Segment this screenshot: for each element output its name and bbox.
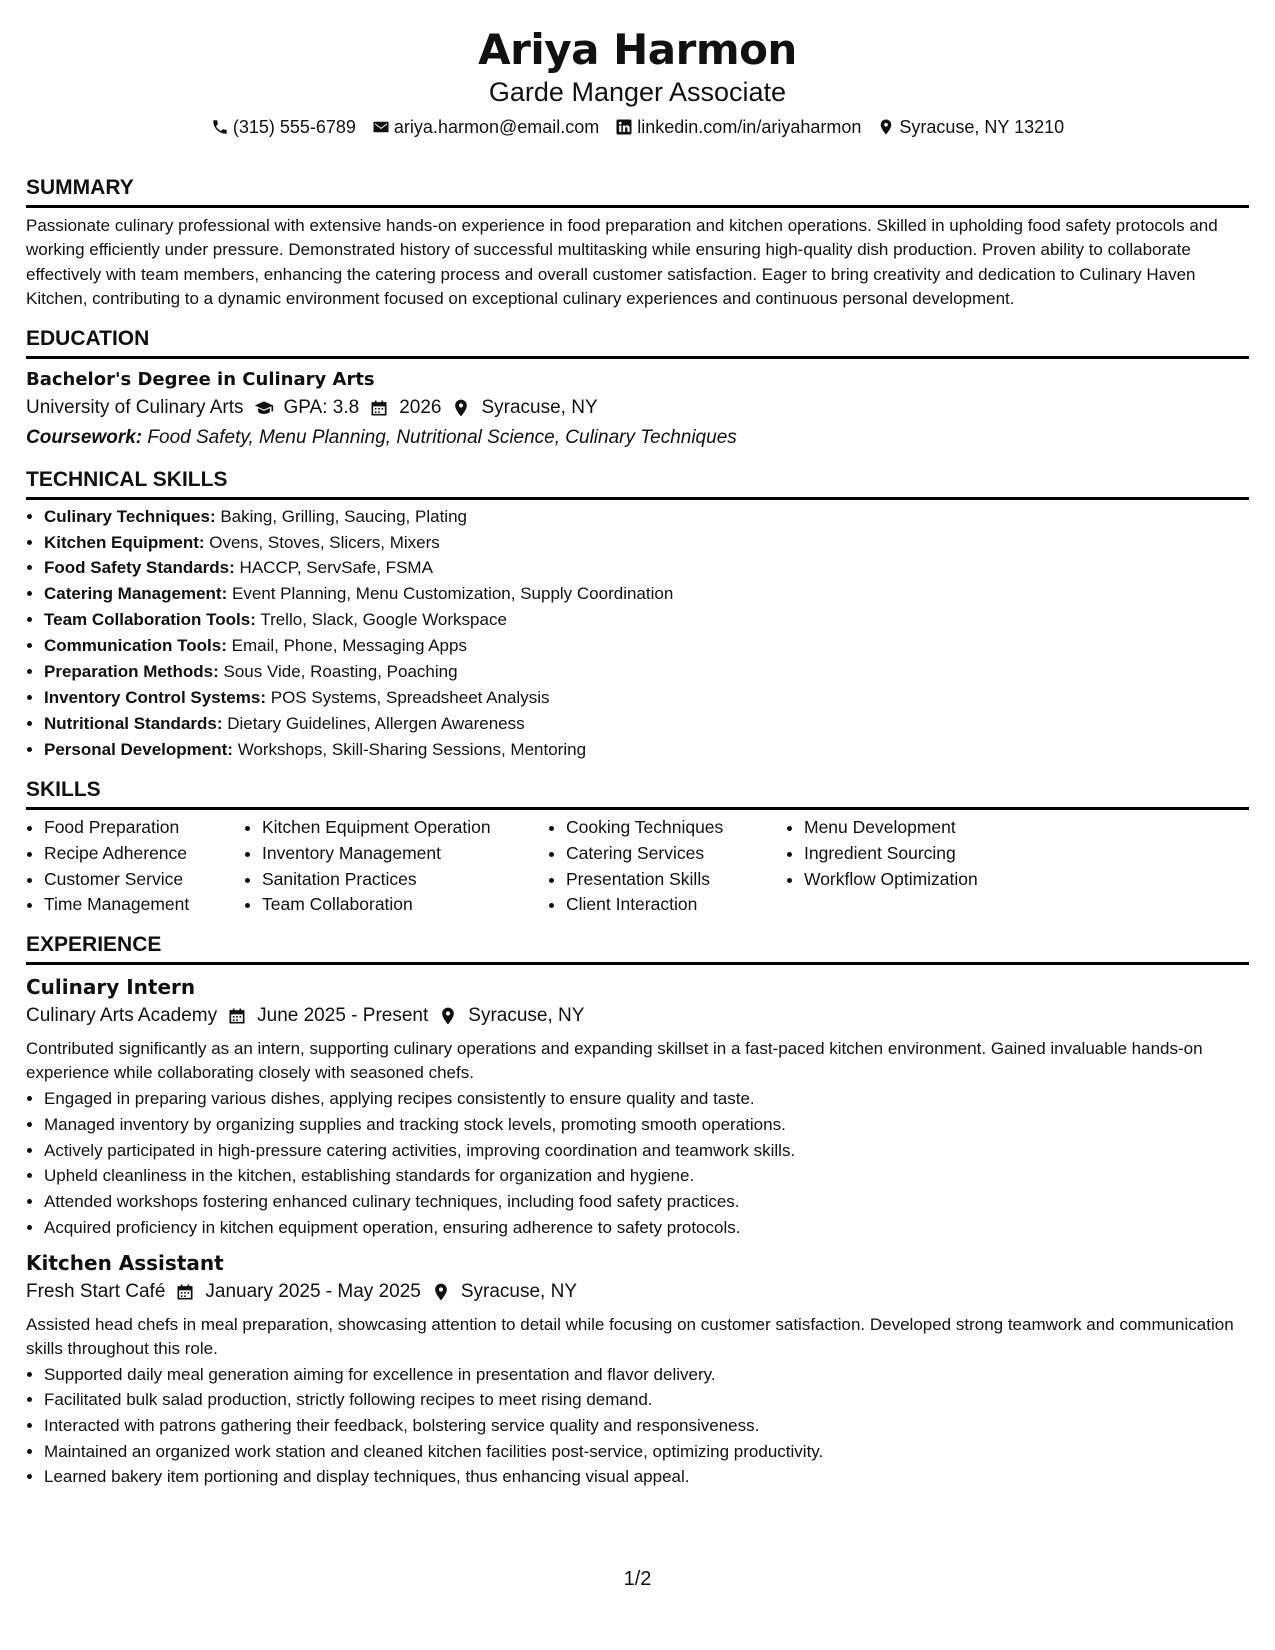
email-link[interactable]: ariya.harmon@email.com bbox=[393, 117, 600, 137]
list-item: • Recipe Adherence bbox=[44, 841, 244, 867]
list-item: • Ingredient Sourcing bbox=[804, 841, 1064, 867]
map-pin-icon bbox=[438, 1006, 458, 1026]
candidate-name: Ariya Harmon bbox=[478, 25, 797, 74]
job-location: Syracuse, NY bbox=[460, 1280, 578, 1302]
skill-value: Ovens, Stoves, Slicers, Mixers bbox=[209, 532, 440, 552]
skill-label: Inventory Control Systems: bbox=[44, 687, 266, 707]
list-item bbox=[44, 633, 1249, 659]
list-item: • Catering Services bbox=[566, 841, 786, 867]
contact-email[interactable] bbox=[372, 115, 599, 139]
list-item: • Presentation Skills bbox=[566, 867, 786, 893]
list-item: • Engaged in preparing various dishes, applying recipes consistently to ensure quality and taste. bbox=[44, 1086, 1249, 1112]
technical-skills-heading: TECHNICAL SKILLS bbox=[26, 467, 1249, 500]
contact-location bbox=[877, 115, 1064, 139]
list-item bbox=[44, 659, 1249, 685]
list-item bbox=[44, 685, 1249, 711]
job-dates: January 2025 - May 2025 bbox=[205, 1280, 421, 1302]
list-item: • Inventory Management bbox=[262, 841, 548, 867]
list-item: • Menu Development bbox=[804, 815, 1064, 841]
list-item: • Workflow Optimization bbox=[804, 867, 1064, 893]
job-dates: June 2025 - Present bbox=[257, 1005, 429, 1027]
skill-label: Food Safety Standards: bbox=[44, 558, 235, 578]
skills-column-1 bbox=[26, 815, 244, 919]
job-bullets bbox=[26, 1362, 1249, 1491]
list-item: • Interacted with patrons gathering their feedback, bolstering service quality and responsiveness. bbox=[44, 1413, 1249, 1439]
calendar-icon bbox=[175, 1282, 195, 1302]
list-item bbox=[44, 581, 1249, 607]
technical-skills-section bbox=[26, 467, 1249, 763]
list-item: • Acquired proficiency in kitchen equipment operation, ensuring adherence to safety protocols. bbox=[44, 1215, 1249, 1241]
phone-icon bbox=[211, 118, 229, 136]
graduation-year: 2026 bbox=[399, 396, 442, 418]
list-item: • Supported daily meal generation aiming for excellence in presentation and flavor delivery. bbox=[44, 1362, 1249, 1388]
school-name: University of Culinary Arts bbox=[26, 396, 244, 418]
education-location: Syracuse, NY bbox=[481, 396, 598, 418]
skill-value: Trello, Slack, Google Workspace bbox=[260, 610, 507, 630]
skill-value: Workshops, Skill-Sharing Sessions, Mentoring bbox=[237, 739, 587, 759]
list-item bbox=[44, 555, 1249, 581]
skill-value: Baking, Grilling, Saucing, Plating bbox=[220, 506, 467, 526]
degree-title: Bachelor's Degree in Culinary Arts bbox=[26, 368, 375, 390]
list-item: • Facilitated bulk salad production, strictly following recipes to meet rising demand. bbox=[44, 1387, 1249, 1413]
linkedin-icon bbox=[615, 118, 633, 136]
skills-column-2 bbox=[244, 815, 548, 919]
resume-header bbox=[26, 24, 1249, 139]
graduation-cap-icon bbox=[254, 398, 274, 418]
list-item: • Team Collaboration bbox=[262, 892, 548, 918]
skill-label: Preparation Methods: bbox=[44, 662, 219, 682]
skills-grid bbox=[26, 815, 1249, 919]
linkedin-link[interactable]: linkedin.com/in/ariyaharmon bbox=[637, 117, 862, 137]
skill-value: Sous Vide, Roasting, Poaching bbox=[223, 662, 458, 682]
list-item: • Learned bakery item portioning and display techniques, thus enhancing visual appeal. bbox=[44, 1464, 1249, 1490]
list-item: • Food Preparation bbox=[44, 815, 244, 841]
list-item bbox=[44, 711, 1249, 737]
envelope-icon bbox=[372, 118, 390, 136]
summary-section bbox=[26, 175, 1249, 312]
contact-line bbox=[26, 115, 1249, 139]
coursework-line bbox=[26, 423, 1249, 453]
job-meta bbox=[26, 1001, 1249, 1031]
list-item: • Cooking Techniques bbox=[566, 815, 786, 841]
calendar-icon bbox=[227, 1006, 247, 1026]
skill-label: Culinary Techniques: bbox=[44, 506, 216, 526]
list-item: • Kitchen Equipment Operation bbox=[262, 815, 548, 841]
location-text: Syracuse, NY 13210 bbox=[899, 117, 1065, 137]
job-meta bbox=[26, 1277, 1249, 1307]
skill-value: HACCP, ServSafe, FSMA bbox=[239, 558, 433, 578]
company-name: Fresh Start Café bbox=[26, 1280, 166, 1302]
list-item bbox=[44, 504, 1249, 530]
job-entry bbox=[26, 1249, 1249, 1491]
company-name: Culinary Arts Academy bbox=[26, 1005, 218, 1027]
skill-value: Email, Phone, Messaging Apps bbox=[231, 636, 467, 656]
summary-heading: SUMMARY bbox=[26, 175, 1249, 208]
skills-column-4 bbox=[786, 815, 1064, 919]
candidate-title: Garde Manger Associate bbox=[488, 77, 787, 107]
education-section bbox=[26, 326, 1249, 453]
list-item bbox=[44, 607, 1249, 633]
page-indicator: 1/2 bbox=[623, 1568, 652, 1590]
job-location: Syracuse, NY bbox=[468, 1005, 585, 1027]
phone-text: (315) 555-6789 bbox=[232, 117, 356, 137]
skills-column-3 bbox=[548, 815, 786, 919]
technical-skills-list bbox=[26, 504, 1249, 763]
job-bullets bbox=[26, 1086, 1249, 1240]
list-item: • Maintained an organized work station and cleaned kitchen facilities post-service, optimizing productivity. bbox=[44, 1439, 1249, 1465]
calendar-icon bbox=[369, 398, 389, 418]
skills-heading: SKILLS bbox=[26, 777, 1249, 810]
skills-section bbox=[26, 777, 1249, 919]
skill-label: Catering Management: bbox=[44, 584, 228, 604]
map-pin-icon bbox=[451, 398, 471, 418]
coursework-list: Food Safety, Menu Planning, Nutritional Science, Culinary Techniques bbox=[147, 426, 737, 448]
list-item: • Managed inventory by organizing supplies and tracking stock levels, promoting smooth operations. bbox=[44, 1112, 1249, 1138]
contact-linkedin[interactable] bbox=[615, 115, 861, 139]
skill-value: Event Planning, Menu Customization, Supply Coordination bbox=[231, 584, 674, 604]
resume-page bbox=[26, 0, 1249, 1490]
experience-heading: EXPERIENCE bbox=[26, 932, 1249, 965]
job-title: Kitchen Assistant bbox=[26, 1250, 224, 1275]
education-meta bbox=[26, 393, 1249, 423]
job-description: Contributed significantly as an intern, supporting culinary operations and expanding skillset in a fast-paced kitchen environment. Gained invaluable hands-on experience while collaborating closely with seasoned chefs. bbox=[26, 1039, 1203, 1083]
skill-label: Kitchen Equipment: bbox=[44, 532, 205, 552]
list-item: • Actively participated in high-pressure catering activities, improving coordination and teamwork skills. bbox=[44, 1138, 1249, 1164]
skill-label: Personal Development: bbox=[44, 739, 233, 759]
job-description: Assisted head chefs in meal preparation, showcasing attention to detail while focusing on customer satisfaction. Developed strong teamwork and communication skills throughout this role. bbox=[26, 1314, 1234, 1358]
summary-text: Passionate culinary professional with extensive hands-on experience in food preparation and kitchen operations. Skilled in upholding food safety protocols and working efficiently under pressure. Demonstrated history of successful multitasking while ensuring high-quality dish production. Proven ability to collaborate effectively with team members, enhancing the catering process and overall customer satisfaction. Eager to bring creativity and dedication to Culinary Haven Kitchen, contributing to a dynamic environment focused on exceptional culinary experiences and continuous personal development. bbox=[26, 216, 1218, 309]
list-item bbox=[44, 530, 1249, 556]
map-pin-icon bbox=[431, 1282, 451, 1302]
experience-section bbox=[26, 932, 1249, 1490]
skill-label: Nutritional Standards: bbox=[44, 713, 223, 733]
coursework-label: Coursework: bbox=[26, 426, 143, 448]
skill-label: Communication Tools: bbox=[44, 636, 227, 656]
skill-label: Team Collaboration Tools: bbox=[44, 610, 256, 630]
list-item: • Attended workshops fostering enhanced culinary techniques, including food safety practices. bbox=[44, 1189, 1249, 1215]
list-item: • Time Management bbox=[44, 892, 244, 918]
job-title: Culinary Intern bbox=[26, 975, 196, 1000]
list-item: • Client Interaction bbox=[566, 892, 786, 918]
list-item: • Customer Service bbox=[44, 867, 244, 893]
skill-value: Dietary Guidelines, Allergen Awareness bbox=[227, 713, 525, 733]
list-item: • Upheld cleanliness in the kitchen, establishing standards for organization and hygiene. bbox=[44, 1163, 1249, 1189]
skill-value: POS Systems, Spreadsheet Analysis bbox=[270, 687, 550, 707]
contact-phone bbox=[211, 115, 356, 139]
list-item: • Sanitation Practices bbox=[262, 867, 548, 893]
job-entry bbox=[26, 973, 1249, 1240]
map-pin-icon bbox=[877, 118, 895, 136]
education-heading: EDUCATION bbox=[26, 326, 1249, 359]
list-item bbox=[44, 737, 1249, 763]
gpa-text: GPA: 3.8 bbox=[283, 396, 360, 418]
